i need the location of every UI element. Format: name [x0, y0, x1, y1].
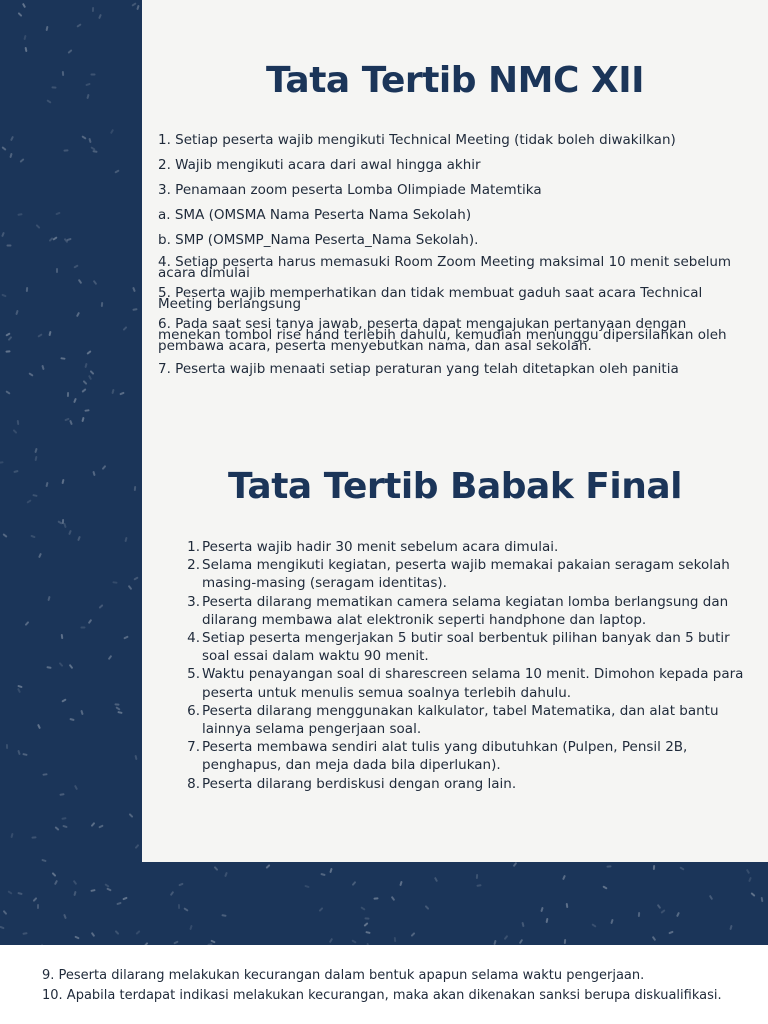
- speckle: [112, 582, 117, 585]
- speckle: [91, 146, 96, 150]
- list-number: 3.: [187, 593, 200, 610]
- speckle: [6, 744, 8, 749]
- speckle: [26, 499, 31, 503]
- rule-item: 1. Setiap peserta wajib mengikuti Technical Meeting (tidak boleh diwakilkan): [158, 132, 676, 148]
- rule-item: 6. Pada saat sesi tanya jawab, peserta dapat mengajukan pertanyaan dengan menekan tombol rise hand terlebih dahulu, kemudian menunggu dipersilahkan oleh pembawa acara, peserta menyebutkan nama, dan asal sekolah.: [158, 316, 727, 354]
- speckle: [60, 793, 65, 796]
- speckle: [351, 881, 356, 886]
- speckle: [125, 537, 128, 542]
- section-1-rules: [158, 132, 748, 386]
- speckle: [133, 576, 138, 580]
- speckle: [98, 14, 102, 19]
- speckle: [319, 907, 324, 912]
- rule-item: b. SMP (OMSMP_Nama Peserta_Nama Sekolah).: [158, 232, 479, 248]
- speckle: [101, 302, 103, 307]
- speckle: [123, 326, 128, 331]
- speckle: [86, 82, 91, 85]
- speckle: [17, 420, 20, 425]
- speckle: [661, 909, 666, 914]
- speckle: [207, 943, 212, 945]
- speckle: [42, 365, 45, 370]
- speckle: [668, 931, 673, 935]
- speckle: [266, 864, 271, 869]
- speckle: [545, 918, 548, 923]
- speckle: [88, 619, 93, 624]
- speckle: [98, 825, 103, 829]
- speckle: [17, 12, 22, 17]
- speckle: [17, 688, 21, 693]
- speckle: [540, 906, 543, 911]
- rule-item: 5. Peserta wajib memperhatikan dan tidak membuat gaduh saat acara Technical Meeting berlangsung: [158, 285, 703, 312]
- speckle: [35, 224, 40, 229]
- speckle: [81, 388, 86, 393]
- speckle: [116, 902, 121, 905]
- speckle: [17, 891, 22, 894]
- speckle: [90, 932, 95, 937]
- speckle: [23, 35, 26, 40]
- speckle: [24, 47, 27, 52]
- speckle: [108, 655, 113, 660]
- speckle: [679, 866, 684, 870]
- speckle: [19, 158, 24, 163]
- speckle: [73, 398, 77, 403]
- speckle: [135, 930, 140, 935]
- speckle: [90, 889, 95, 892]
- section-2-title: Tata Tertib Babak Final: [227, 466, 682, 507]
- speckle: [5, 390, 10, 394]
- speckle: [22, 753, 27, 756]
- speckle: [513, 862, 518, 867]
- speckle: [45, 482, 48, 487]
- list-item: [180, 738, 746, 774]
- speckle: [364, 922, 369, 927]
- speckle: [28, 372, 33, 376]
- speckle: [24, 621, 29, 626]
- list-text: Waktu penayangan soal di sharescreen selama 10 menit. Dimohon kepada para peserta untuk menulis semua soalnya terlebih dahulu.: [202, 666, 744, 701]
- speckle: [10, 136, 14, 141]
- speckle: [76, 312, 80, 317]
- speckle: [74, 785, 78, 790]
- speckle: [123, 636, 128, 640]
- speckle: [83, 380, 88, 385]
- speckle: [62, 825, 67, 828]
- speckle: [750, 893, 755, 898]
- speckle: [519, 939, 523, 944]
- speckle: [135, 755, 138, 760]
- speckle: [88, 138, 91, 143]
- speckle: [1, 232, 5, 237]
- speckle: [82, 136, 87, 140]
- speckle: [132, 287, 136, 292]
- speckle: [35, 448, 38, 453]
- speckle: [136, 5, 139, 10]
- list-item: [180, 775, 746, 793]
- speckle: [41, 944, 43, 945]
- speckle: [106, 887, 111, 891]
- speckle: [115, 930, 120, 935]
- speckle: [67, 392, 69, 397]
- speckle: [365, 918, 370, 920]
- speckle: [22, 3, 26, 8]
- speckle: [46, 26, 49, 31]
- speckle: [366, 943, 369, 945]
- speckle: [42, 773, 47, 776]
- speckle: [54, 826, 59, 831]
- speckle: [128, 813, 133, 818]
- speckle: [224, 872, 228, 877]
- speckle: [476, 884, 481, 887]
- list-text: Peserta dilarang menggunakan kalkulator, tabel Matematika, dan alat bantu lainnya selama pengerjaan soal.: [202, 702, 719, 738]
- speckle: [37, 724, 41, 729]
- list-text: Peserta dilarang berdiskusi dengan orang lain.: [202, 775, 517, 792]
- speckle: [73, 879, 78, 884]
- speckle: [638, 912, 640, 917]
- rule-item: 2. Wajib mengikuti acara dari awal hingga akhir: [158, 157, 481, 173]
- continuation-rules: [42, 966, 742, 1006]
- rule-item: 4. Setiap peserta harus memasuki Room Zoom Meeting maksimal 10 menit sebelum acara dimulai: [158, 254, 732, 281]
- speckle: [60, 634, 63, 639]
- speckle: [128, 585, 133, 590]
- speckle: [37, 904, 39, 909]
- list-number: 4.: [187, 630, 200, 647]
- speckle: [748, 877, 752, 882]
- speckle: [746, 869, 750, 874]
- list-item: [180, 702, 746, 738]
- speckle: [729, 925, 732, 930]
- speckle: [73, 264, 78, 268]
- rule-item: 10. Apabila terdapat indikasi melakukan kecurangan, maka akan dikenakan sanksi berupa diskualifikasi.: [42, 988, 722, 1003]
- speckle: [10, 832, 13, 837]
- speckle: [99, 604, 104, 609]
- speckle: [183, 907, 188, 911]
- speckle: [112, 389, 115, 394]
- speckle: [32, 897, 37, 902]
- speckle: [92, 471, 95, 476]
- rule-item: 9. Peserta dilarang melakukan kecurangan dalam bentuk apapun selama waktu pengerjaan.: [42, 968, 645, 983]
- speckle: [563, 939, 566, 944]
- list-number: 7.: [187, 739, 200, 756]
- rule-item: 3. Penamaan zoom peserta Lomba Olimpiade Matemtika: [158, 182, 542, 198]
- speckle: [91, 74, 96, 76]
- speckle: [351, 939, 356, 943]
- speckle: [49, 331, 52, 336]
- speckle: [132, 308, 137, 311]
- section-2-rules: [180, 538, 746, 793]
- speckle: [0, 925, 4, 929]
- speckle: [61, 817, 66, 820]
- list-text: Setiap peserta mengerjakan 5 butir soal berbentuk pilihan banyak dan 5 butir soal essai dalam waktu 90 menit.: [202, 630, 730, 665]
- speckle: [117, 711, 122, 714]
- speckle: [8, 336, 13, 341]
- speckle: [13, 470, 18, 473]
- list-number: 2.: [187, 557, 200, 574]
- speckle: [562, 875, 566, 880]
- speckle: [602, 886, 607, 890]
- speckle: [69, 419, 73, 424]
- speckle: [394, 937, 397, 942]
- speckle: [30, 535, 35, 539]
- speckle: [15, 310, 18, 315]
- speckle: [77, 536, 81, 541]
- speckle: [90, 370, 95, 375]
- speckle: [329, 867, 332, 872]
- speckle: [591, 923, 596, 927]
- list-number: 6.: [187, 702, 200, 719]
- speckle: [73, 891, 76, 896]
- speckle: [32, 494, 37, 497]
- speckle: [41, 859, 46, 862]
- speckle: [390, 896, 395, 901]
- speckle: [170, 891, 175, 896]
- speckle: [0, 462, 4, 465]
- speckle: [115, 706, 120, 710]
- speckle: [76, 23, 81, 27]
- speckle: [81, 626, 86, 628]
- speckle: [1, 293, 6, 297]
- list-item: [180, 665, 746, 701]
- speckle: [56, 268, 58, 273]
- speckle: [676, 912, 680, 917]
- speckle: [60, 358, 65, 361]
- speckle: [26, 287, 28, 292]
- speckle: [494, 940, 497, 945]
- speckle: [9, 152, 12, 157]
- speckle: [177, 904, 179, 909]
- speckle: [68, 664, 73, 669]
- speckle: [32, 837, 37, 839]
- speckle: [92, 150, 97, 153]
- speckle: [761, 897, 764, 902]
- speckle: [52, 87, 57, 89]
- speckle: [606, 865, 611, 867]
- speckle: [143, 942, 148, 945]
- speckle: [93, 279, 98, 284]
- speckle: [131, 2, 136, 6]
- speckle: [81, 417, 84, 422]
- speckle: [53, 236, 58, 240]
- list-item: [180, 629, 746, 665]
- speckle: [178, 883, 183, 887]
- speckle: [304, 885, 309, 888]
- speckle: [476, 874, 478, 879]
- speckle: [213, 866, 218, 871]
- list-text: Peserta dilarang mematikan camera selama kegiatan lomba berlangsung dan dilarang membawa alat elektronik seperti handphone dan laptop.: [202, 593, 729, 628]
- list-item: [180, 538, 746, 556]
- list-number: 5.: [187, 666, 200, 683]
- speckle: [88, 374, 92, 379]
- speckle: [521, 922, 524, 927]
- speckle: [434, 877, 438, 882]
- speckle: [365, 931, 370, 934]
- speckle: [68, 49, 73, 54]
- speckle: [411, 932, 416, 937]
- speckle: [63, 914, 67, 919]
- speckle: [91, 822, 96, 827]
- speckle: [134, 486, 137, 491]
- speckle: [85, 409, 90, 412]
- speckle: [75, 936, 80, 940]
- speckle: [48, 596, 51, 601]
- speckle: [134, 844, 139, 849]
- rule-item: a. SMA (OMSMA Nama Peserta Nama Sekolah): [158, 207, 472, 223]
- speckle: [320, 872, 325, 875]
- speckle: [55, 212, 60, 216]
- speckle: [85, 363, 88, 368]
- speckle: [189, 924, 193, 929]
- speckle: [47, 666, 52, 669]
- speckle: [504, 934, 509, 939]
- list-text: Selama mengikuti kegiatan, peserta wajib memakai pakaian seragam sekolah masing-masing (seragam identitas).: [202, 557, 730, 592]
- speckle: [360, 907, 365, 911]
- speckle: [6, 350, 11, 353]
- speckle: [3, 910, 8, 915]
- speckle: [657, 904, 662, 909]
- speckle: [115, 169, 120, 173]
- speckle: [400, 880, 403, 885]
- list-number: 1.: [187, 539, 200, 555]
- speckle: [54, 880, 58, 885]
- speckle: [17, 213, 22, 216]
- speckle: [2, 146, 7, 151]
- list-item: [180, 593, 746, 629]
- speckle: [6, 244, 11, 246]
- section-1-title: Tata Tertib NMC XII: [266, 60, 644, 101]
- speckle: [61, 71, 63, 76]
- speckle: [80, 710, 83, 715]
- list-text: Peserta membawa sendiri alat tulis yang dibutuhkan (Pulpen, Pensil 2B, penghapus, dan meja dada bila diperlukan).: [202, 739, 688, 774]
- speckle: [13, 429, 18, 434]
- speckle: [565, 903, 568, 908]
- speckle: [59, 662, 64, 667]
- speckle: [3, 533, 8, 538]
- speckle: [221, 915, 226, 918]
- rules-panel: [142, 0, 768, 862]
- speckle: [173, 941, 178, 945]
- speckle: [329, 938, 333, 943]
- speckle: [22, 932, 27, 935]
- speckle: [611, 919, 614, 924]
- speckle: [77, 279, 81, 284]
- speckle: [101, 465, 106, 470]
- list-text: Peserta wajib hadir 30 menit sebelum acara dimulai.: [202, 539, 559, 555]
- speckle: [652, 936, 657, 941]
- speckle: [91, 7, 93, 12]
- speckle: [68, 530, 72, 535]
- speckle: [709, 895, 713, 900]
- speckle: [424, 905, 429, 910]
- rule-item: 7. Peserta wajib menaati setiap peraturan yang telah ditetapkan oleh panitia: [158, 361, 679, 377]
- speckle: [122, 896, 127, 900]
- speckle: [46, 99, 51, 103]
- speckle: [62, 699, 67, 703]
- speckle: [34, 456, 37, 461]
- speckle: [7, 890, 12, 895]
- speckle: [87, 350, 92, 355]
- speckle: [374, 897, 379, 899]
- speckle: [120, 392, 125, 396]
- speckle: [86, 94, 89, 99]
- list-item: [180, 556, 746, 592]
- list-number: 8.: [187, 775, 200, 792]
- speckle: [110, 129, 114, 134]
- speckle: [37, 334, 42, 338]
- speckle: [652, 865, 654, 870]
- speckle: [69, 718, 74, 721]
- speckle: [38, 553, 42, 558]
- speckle: [17, 749, 21, 754]
- speckle: [61, 478, 64, 483]
- speckle: [51, 872, 56, 877]
- speckle: [63, 149, 68, 151]
